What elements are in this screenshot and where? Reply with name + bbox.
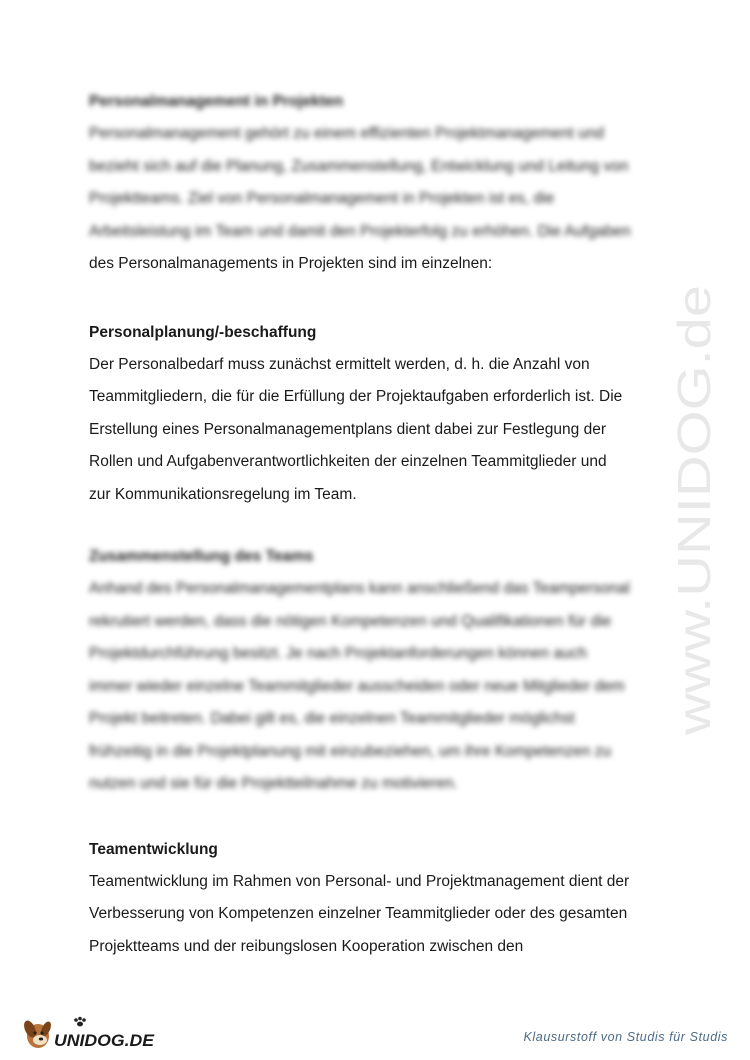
- paragraph-line: Projektteams und der reibungslosen Kooperation zwischen den: [89, 937, 524, 955]
- paragraph-line: Rollen und Aufgabenverantwortlichkeiten der einzelnen Teammitglieder und: [89, 453, 607, 470]
- watermark-text: www.UNIDOG.de: [668, 377, 720, 735]
- paragraph-line: nutzen und sie für die Projektteilnahme zu motivieren.: [89, 775, 458, 792]
- paragraph-line: Arbeitsleistung im Team und damit den Projekterfolg zu erhöhen. Die Aufgaben: [89, 222, 631, 240]
- logo-text: UNIDOG.DE: [54, 1031, 155, 1050]
- document-body: [89, 86, 679, 963]
- paragraph-line: Teammitgliedern, die für die Erfüllung der Projektaufgaben erforderlich ist. Die: [89, 388, 623, 405]
- section-heading-personalplanung: Personalplanung/-beschaffung: [89, 323, 317, 341]
- dog-eye-icon: [33, 1031, 36, 1034]
- paragraph-line: frühzeitig in die Projektplanung mit einzubeziehen, um ihre Kompetenzen zu: [89, 742, 612, 760]
- unidog-logo: [22, 1014, 162, 1054]
- paragraph-line: Projekt beitreten. Dabei gilt es, die einzelnen Teammitglieder möglichst: [89, 710, 575, 727]
- paragraph-line: Teamentwicklung im Rahmen von Personal- und Projektmanagement dient der: [89, 872, 630, 890]
- section-heading-zusammenstellung: Zusammenstellung des Teams: [89, 548, 314, 565]
- paw-icon: [77, 1022, 83, 1027]
- paragraph-line: Projektteams. Ziel von Personalmanagement in Projekten ist es, die: [89, 190, 555, 207]
- paragraph-line: des Personalmanagements in Projekten sind im einzelnen:: [89, 255, 493, 272]
- paragraph-line: Der Personalbedarf muss zunächst ermittelt werden, d. h. die Anzahl von: [89, 355, 590, 373]
- unidog-watermark: [648, 280, 728, 740]
- paragraph-line: Erstellung eines Personalmanagementplans dient dabei zur Festlegung der: [89, 420, 606, 438]
- paragraph-line: zur Kommunikationsregelung im Team.: [89, 485, 357, 503]
- section-heading-teamentwicklung: Teamentwicklung: [89, 840, 218, 858]
- paragraph-line: Anhand des Personalmanagementplans kann anschließend das Teampersonal: [89, 580, 630, 597]
- paragraph-line: immer wieder einzelne Teammitglieder ausscheiden oder neue Mitglieder dem: [89, 677, 625, 695]
- dog-nose-icon: [39, 1038, 43, 1041]
- paragraph-line: rekrutiert werden, dass die nötigen Kompetenzen und Qualifikationen für die: [89, 612, 612, 630]
- paragraph-line: Projektdurchführung besitzt. Je nach Projektanforderungen können auch: [89, 645, 588, 662]
- paragraph-line: Verbesserung von Kompetenzen einzelner Teammitglieder oder des gesamten: [89, 905, 628, 922]
- section-heading-personalmanagement: Personalmanagement in Projekten: [89, 93, 344, 110]
- paragraph-line: Personalmanagement gehört zu einem effizienten Projektmanagement und: [89, 125, 604, 142]
- dog-eye-icon: [40, 1031, 43, 1034]
- paragraph-line: bezieht sich auf die Planung, Zusammenstellung, Entwicklung und Leitung von: [89, 157, 629, 175]
- footer-tagline: Klausurstoff von Studis für Studis: [523, 1030, 728, 1044]
